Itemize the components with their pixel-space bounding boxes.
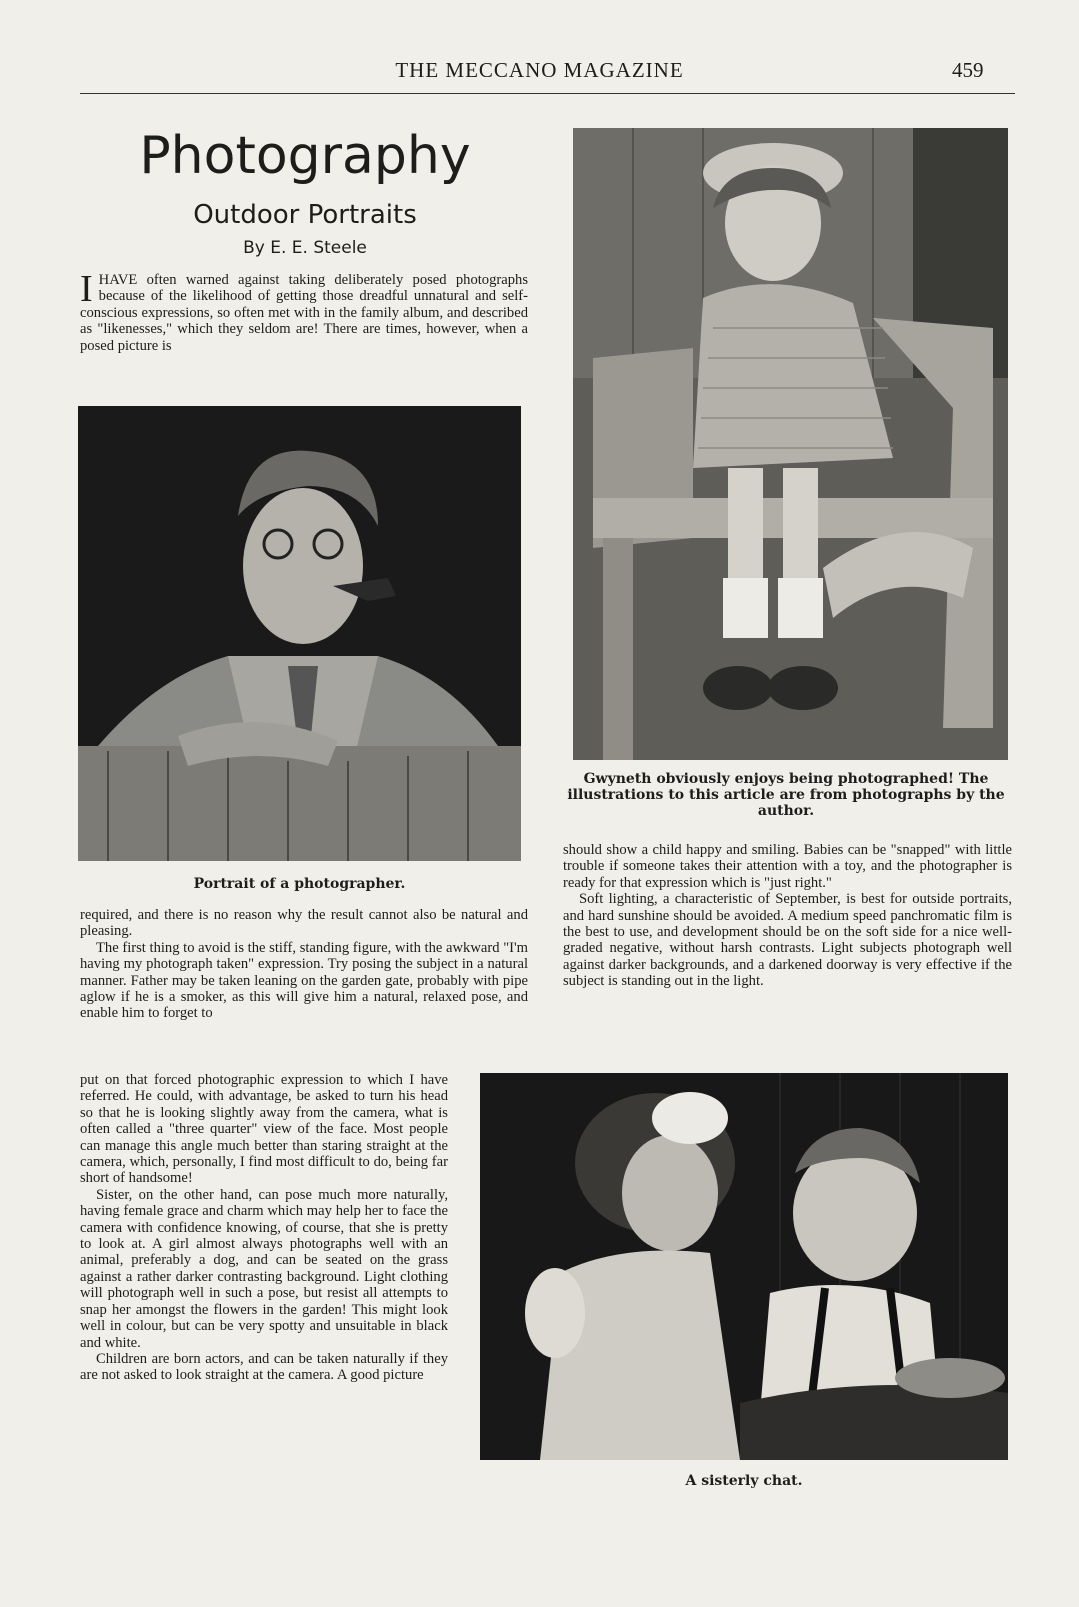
- intro-text: HAVE often warned against taking deliberately posed photographs because of the likelihood of getting those dreadful unnatural and self-conscious expressions, so often met with in the family album, and described as "likenesses," which they seldom are! There are times, however, when a posed picture is: [80, 272, 528, 354]
- column-1-text-wide: [80, 907, 528, 1022]
- article-title: Photography: [139, 126, 471, 186]
- paragraph: should show a child happy and smiling. Babies can be "snapped" with little trouble if someone takes their attention with a toy, and the photographer is ready for that expression which is "just right.": [563, 842, 1012, 891]
- paragraph: The first thing to avoid is the stiff, standing figure, with the awkward "I'm having my photograph taken" expression. Try posing the subject in a natural manner. Father may be taken leaning on the garden gate, probably with pipe aglow if he is a smoker, as this will give him a natural, relaxed pose, and enable him to forget to: [80, 939, 528, 1022]
- page-number: 459: [952, 58, 984, 82]
- article-subtitle: Outdoor Portraits: [193, 200, 417, 230]
- photographer-portrait-photo: [78, 406, 521, 861]
- running-header: THE MECCANO MAGAZINE: [395, 58, 684, 82]
- paragraph: Sister, on the other hand, can pose much more naturally, having female grace and charm which may help her to face the camera with confidence knowing, of course, that she is pretty to look at. A girl almost always photographs well with an animal, preferably a dog, and can be seated on the grass against a rather darker contrasting background. Light clothing will photograph well in such a pose, but resist all attempts to snap her amongst the flowers in the garden! This might look well in colour, but can be very spotty and unsuitable in black and white.: [80, 1186, 448, 1351]
- column-1-text-narrow: [80, 1072, 448, 1384]
- paragraph: required, and there is no reason why the result cannot also be natural and pleasing.: [80, 907, 528, 940]
- photographer-caption: Portrait of a photographer.: [193, 876, 406, 892]
- gwyneth-caption: Gwyneth obviously enjoys being photographed! The illustrations to this article are from photographs by the author.: [567, 771, 1005, 819]
- intro-paragraph: [80, 268, 528, 354]
- header-rule: [80, 93, 1015, 94]
- article-byline: By E. E. Steele: [243, 238, 367, 258]
- sisters-caption: A sisterly chat.: [685, 1473, 803, 1489]
- paragraph: put on that forced photographic expression to which I have referred. He could, with advantage, be asked to turn his head so that he is looking slightly away from the camera, what is often called a "three quarter" view of the face. Most people can manage this angle much better than staring straight at the camera, which, personally, I find most difficult to do, being far short of handsome!: [80, 1072, 448, 1187]
- sisters-photo: [480, 1073, 1008, 1460]
- gwyneth-photo: [573, 128, 1008, 760]
- drop-cap: I: [80, 268, 93, 310]
- paragraph: Soft lighting, a characteristic of September, is best for outside portraits, and hard sunshine should be avoided. A medium speed panchromatic film is the best to use, and development should be on the soft side for a nice well-graded negative, without harsh contrasts. Light subjects photograph well against darker backgrounds, and a darkened doorway is very effective if the subject is standing out in the light.: [563, 891, 1012, 990]
- column-2-text: [563, 842, 1012, 990]
- paragraph: Children are born actors, and can be taken naturally if they are not asked to look straight at the camera. A good picture: [80, 1350, 448, 1384]
